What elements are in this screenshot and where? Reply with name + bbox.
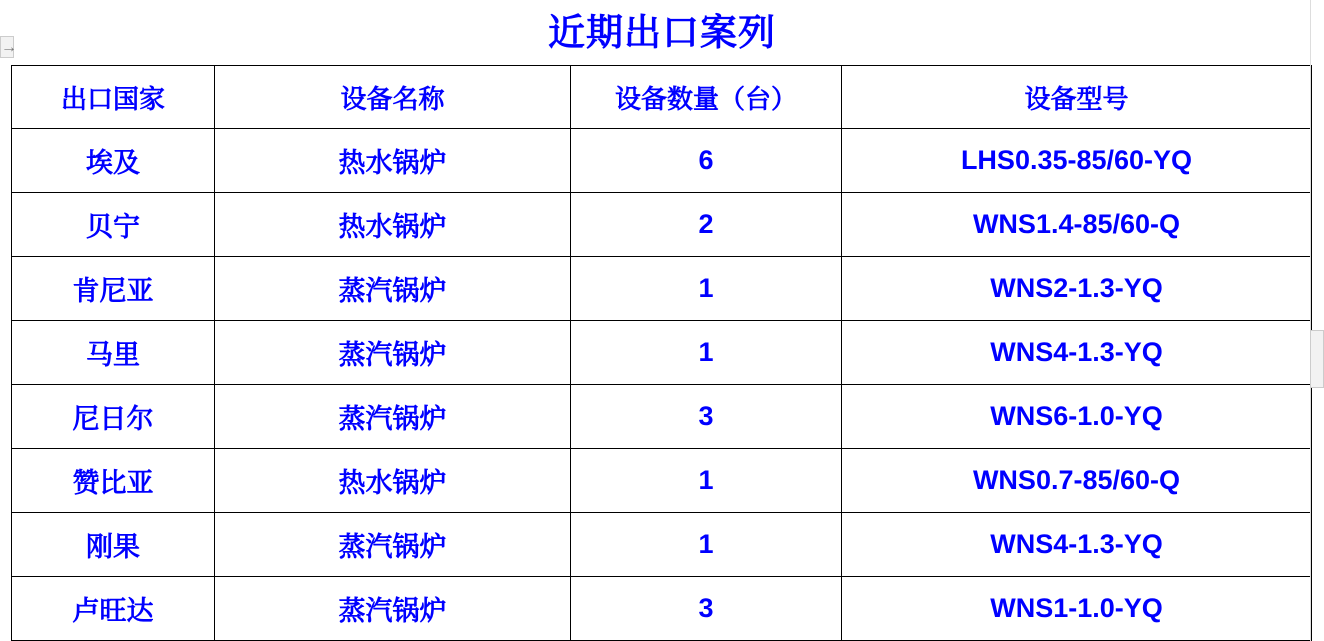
cell-model: WNS2-1.3-YQ [842,257,1312,321]
table-header-row [12,66,1312,129]
column-header-country: 出口国家 [12,66,215,129]
cell-equipment-name: 蒸汽锅炉 [215,577,571,641]
table-row [12,129,1312,193]
cell-equipment-name: 蒸汽锅炉 [215,385,571,449]
cell-equipment-name: 热水锅炉 [215,129,571,193]
table-row [12,257,1312,321]
cell-quantity: 3 [571,577,842,641]
vertical-scrollbar-track[interactable] [1310,0,1324,641]
column-header-equipment-name: 设备名称 [215,66,571,129]
cell-quantity: 1 [571,321,842,385]
cell-quantity: 6 [571,129,842,193]
table-row [12,449,1312,513]
export-cases-table [11,65,1312,641]
cell-equipment-name: 热水锅炉 [215,193,571,257]
table-row [12,513,1312,577]
cell-country: 肯尼亚 [12,257,215,321]
column-header-quantity: 设备数量（台） [571,66,842,129]
page-title: 近期出口案列 [548,12,776,53]
cell-country: 马里 [12,321,215,385]
table-row [12,577,1312,641]
cell-model: WNS4-1.3-YQ [842,513,1312,577]
cell-quantity: 1 [571,449,842,513]
cell-model: WNS0.7-85/60-Q [842,449,1312,513]
vertical-scrollbar-thumb[interactable] [1310,330,1324,388]
cell-country: 埃及 [12,129,215,193]
cell-country: 贝宁 [12,193,215,257]
table-row [12,193,1312,257]
cell-quantity: 1 [571,513,842,577]
scroll-right-arrow-icon[interactable]: → [0,36,14,58]
cell-model: WNS4-1.3-YQ [842,321,1312,385]
table-row [12,321,1312,385]
cell-equipment-name: 蒸汽锅炉 [215,321,571,385]
table-row [12,385,1312,449]
cell-model: WNS1.4-85/60-Q [842,193,1312,257]
cell-quantity: 1 [571,257,842,321]
cell-country: 尼日尔 [12,385,215,449]
cell-quantity: 3 [571,385,842,449]
cell-model: LHS0.35-85/60-YQ [842,129,1312,193]
cell-equipment-name: 蒸汽锅炉 [215,513,571,577]
column-header-model: 设备型号 [842,66,1312,129]
cell-country: 刚果 [12,513,215,577]
cell-model: WNS6-1.0-YQ [842,385,1312,449]
cell-equipment-name: 热水锅炉 [215,449,571,513]
cell-country: 赞比亚 [12,449,215,513]
cell-equipment-name: 蒸汽锅炉 [215,257,571,321]
cell-quantity: 2 [571,193,842,257]
cell-model: WNS1-1.0-YQ [842,577,1312,641]
cell-country: 卢旺达 [12,577,215,641]
